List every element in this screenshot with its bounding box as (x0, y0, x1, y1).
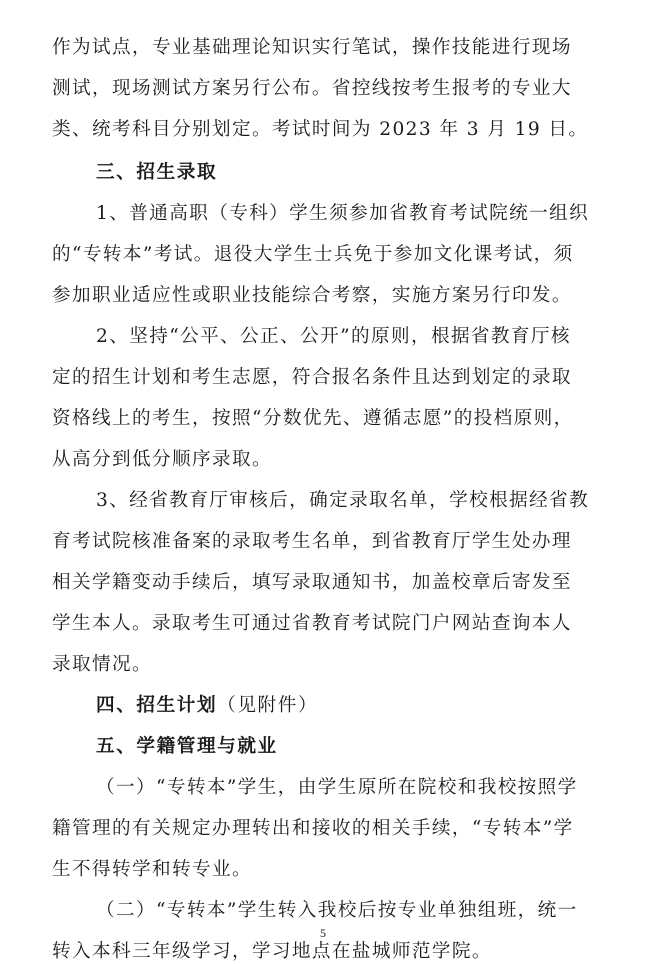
paragraph-line: 3、经省教育厅审核后，确定录取名单，学校根据经省教 (96, 490, 590, 511)
paragraph-line: 转入本科三年级学习，学习地点在盐城师范学院。 (52, 941, 492, 962)
paragraph-line: 育考试院核准备案的录取考生名单，到省教育厅学生处办理 (52, 531, 572, 552)
paragraph-line: 作为试点，专业基础理论知识实行笔试，操作技能进行现场 (52, 37, 572, 58)
paragraph-line: 1、普通高职（专科）学生须参加省教育考试院统一组织 (96, 203, 590, 224)
section-heading-text: 四、招生计划 (96, 695, 218, 716)
paragraph-line: 的“专转本”考试。退役大学生士兵免于参加文化课考试，须 (52, 244, 574, 265)
paragraph-line: 相关学籍变动手续后，填写录取通知书，加盖校章后寄发至 (52, 572, 572, 593)
paragraph-line: 参加职业适应性或职业技能综合考察，实施方案另行印发。 (52, 285, 572, 306)
paragraph-line: 资格线上的考生，按照“分数优先、遵循志愿”的投档原则， (52, 408, 574, 429)
paragraph-line: 录取情况。 (52, 654, 152, 675)
paragraph-line: （一）“专转本”学生，由学生原所在院校和我校按照学 (96, 777, 578, 798)
paragraph-line: 2、坚持“公平、公正、公开”的原则，根据省教育厅核 (96, 326, 571, 347)
page-number: 5 (320, 926, 326, 940)
section-heading-enrollment-plan (96, 694, 318, 718)
paragraph-line: 学生本人。录取考生可通过省教育考试院门户网站查询本人 (52, 613, 572, 634)
paragraph-line: 从高分到低分顺序录取。 (52, 449, 272, 470)
paragraph-line: 定的招生计划和考生志愿，符合报名条件且达到划定的录取 (52, 367, 572, 388)
paragraph-line: 籍管理的有关规定办理转出和接收的相关手续，“专转本”学 (52, 818, 574, 839)
paragraph-line: 测试，现场测试方案另行公布。省控线按考生报考的专业大 (52, 78, 572, 99)
paragraph-line: 生不得转学和转专业。 (52, 859, 252, 880)
attachment-note: （见附件） (217, 695, 319, 716)
paragraph-line: （二）“专转本”学生转入我校后按专业单独组班，统一 (96, 900, 578, 921)
paragraph-line: 类、统考科目分别划定。考试时间为 2023 年 3 月 19 日。 (52, 119, 589, 140)
section-heading-student-status: 五、学籍管理与就业 (96, 736, 278, 757)
section-heading-admission: 三、招生录取 (96, 162, 218, 183)
